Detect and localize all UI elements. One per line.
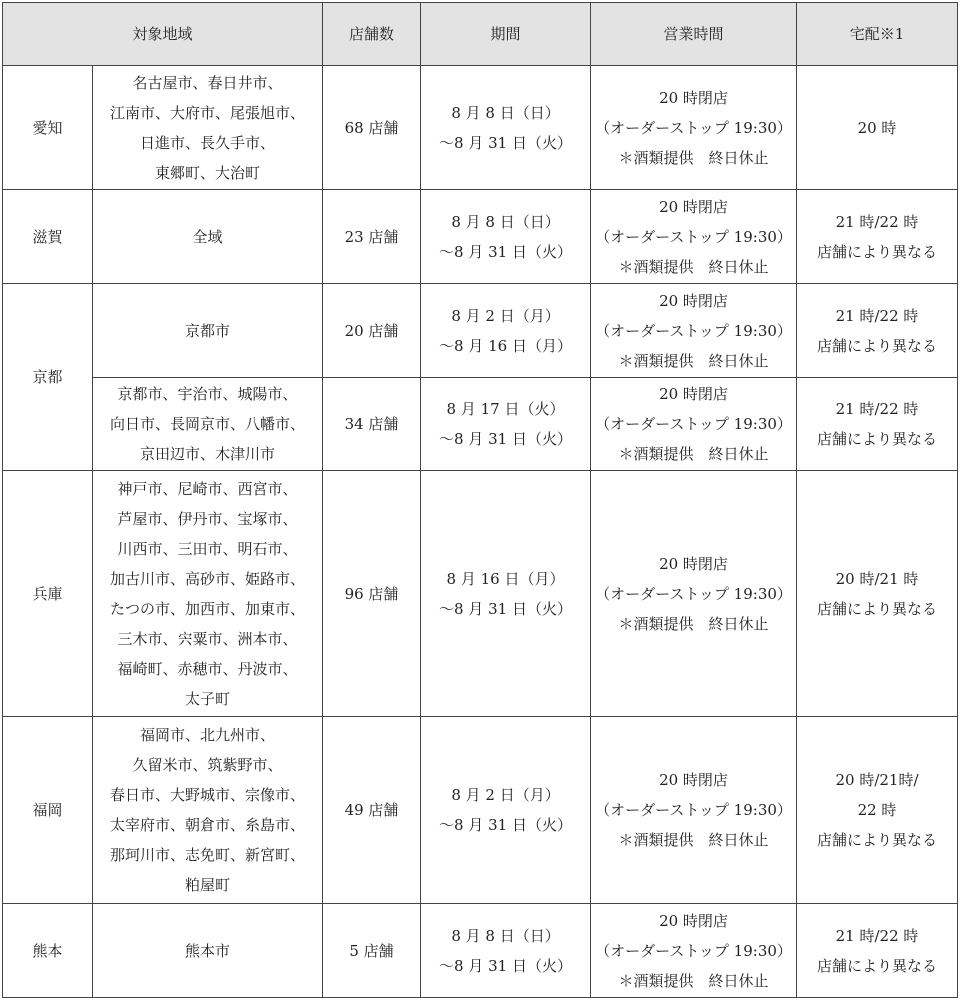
delivery-cell: 21 時/22 時 店舗により異なる xyxy=(797,284,958,378)
cities-cell: 神戸市、尼崎市、西宮市、 芦屋市、伊丹市、宝塚市、 川西市、三田市、明石市、 加古川市、高砂市、姫路市、 たつの市、加西市、加東市、 三木市、宍粟市、洲本市、 福崎町、赤穂市、丹波市、 太子町 xyxy=(93,471,323,717)
stores-cell: 49 店舗 xyxy=(323,717,421,904)
table-row xyxy=(3,717,958,904)
header-hours: 営業時間 xyxy=(591,3,797,66)
hours-cell: 20 時閉店 （オーダーストップ 19:30） ＊酒類提供 終日休止 xyxy=(591,66,797,190)
prefecture-cell: 福岡 xyxy=(3,717,93,904)
hours-cell: 20 時閉店 （オーダーストップ 19:30） ＊酒類提供 終日休止 xyxy=(591,190,797,284)
period-cell: 8 月 2 日（月） ～8 月 31 日（火） xyxy=(421,717,591,904)
stores-cell: 68 店舗 xyxy=(323,66,421,190)
table-row xyxy=(3,471,958,717)
cities-cell: 京都市 xyxy=(93,284,323,378)
header-area: 対象地域 xyxy=(3,3,323,66)
hours-cell: 20 時閉店 （オーダーストップ 19:30） ＊酒類提供 終日休止 xyxy=(591,717,797,904)
period-cell: 8 月 17 日（火） ～8 月 31 日（火） xyxy=(421,378,591,471)
cities-cell: 名古屋市、春日井市、 江南市、大府市、尾張旭市、 日進市、長久手市、 東郷町、大治町 xyxy=(93,66,323,190)
delivery-cell: 21 時/22 時 店舗により異なる xyxy=(797,378,958,471)
period-cell: 8 月 8 日（日） ～8 月 31 日（火） xyxy=(421,190,591,284)
period-cell: 8 月 8 日（日） ～8 月 31 日（火） xyxy=(421,66,591,190)
prefecture-cell: 愛知 xyxy=(3,66,93,190)
cities-cell: 京都市、宇治市、城陽市、 向日市、長岡京市、八幡市、 京田辺市、木津川市 xyxy=(93,378,323,471)
prefecture-cell: 兵庫 xyxy=(3,471,93,717)
header-row xyxy=(3,3,958,66)
cities-cell: 福岡市、北九州市、 久留米市、筑紫野市、 春日市、大野城市、宗像市、 太宰府市、朝倉市、糸島市、 那珂川市、志免町、新宮町、 粕屋町 xyxy=(93,717,323,904)
prefecture-cell: 熊本 xyxy=(3,904,93,998)
store-hours-table xyxy=(2,2,958,998)
stores-cell: 34 店舗 xyxy=(323,378,421,471)
table-row xyxy=(3,190,958,284)
delivery-cell: 20 時/21 時 店舗により異なる xyxy=(797,471,958,717)
stores-cell: 5 店舗 xyxy=(323,904,421,998)
delivery-cell: 21 時/22 時 店舗により異なる xyxy=(797,190,958,284)
header-delivery: 宅配※1 xyxy=(797,3,958,66)
table-row xyxy=(3,904,958,998)
stores-cell: 23 店舗 xyxy=(323,190,421,284)
header-period: 期間 xyxy=(421,3,591,66)
period-cell: 8 月 2 日（月） ～8 月 16 日（月） xyxy=(421,284,591,378)
hours-cell: 20 時閉店 （オーダーストップ 19:30） ＊酒類提供 終日休止 xyxy=(591,904,797,998)
header-stores: 店舗数 xyxy=(323,3,421,66)
hours-cell: 20 時閉店 （オーダーストップ 19:30） ＊酒類提供 終日休止 xyxy=(591,284,797,378)
period-cell: 8 月 16 日（月） ～8 月 31 日（火） xyxy=(421,471,591,717)
cities-cell: 熊本市 xyxy=(93,904,323,998)
table-row xyxy=(3,66,958,190)
hours-cell: 20 時閉店 （オーダーストップ 19:30） ＊酒類提供 終日休止 xyxy=(591,471,797,717)
delivery-cell: 20 時 xyxy=(797,66,958,190)
table-row xyxy=(3,284,958,378)
stores-cell: 96 店舗 xyxy=(323,471,421,717)
delivery-cell: 21 時/22 時 店舗により異なる xyxy=(797,904,958,998)
stores-cell: 20 店舗 xyxy=(323,284,421,378)
prefecture-cell: 京都 xyxy=(3,284,93,471)
prefecture-cell: 滋賀 xyxy=(3,190,93,284)
period-cell: 8 月 8 日（日） ～8 月 31 日（火） xyxy=(421,904,591,998)
cities-cell: 全域 xyxy=(93,190,323,284)
delivery-cell: 20 時/21時/ 22 時 店舗により異なる xyxy=(797,717,958,904)
hours-cell: 20 時閉店 （オーダーストップ 19:30） ＊酒類提供 終日休止 xyxy=(591,378,797,471)
table-row xyxy=(3,378,958,471)
